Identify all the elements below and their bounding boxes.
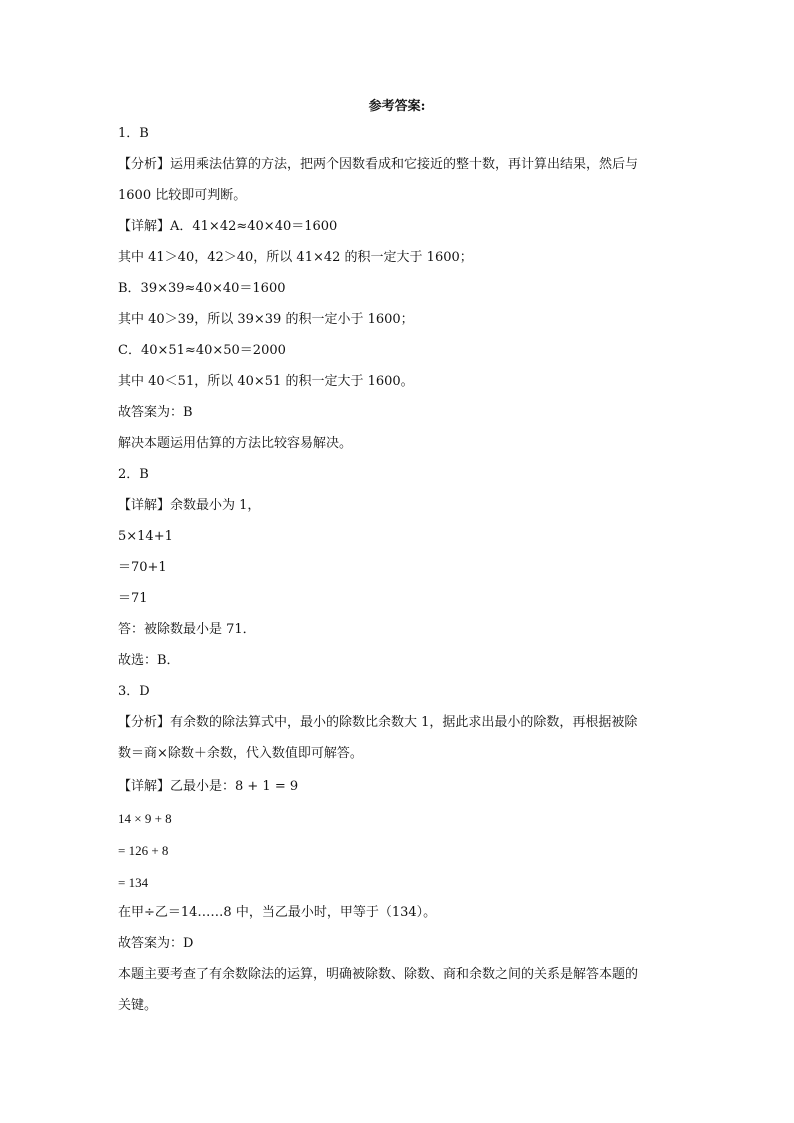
q2-calc-1: 5×14+1: [118, 529, 173, 544]
q2-response: 答：被除数最小是 71．: [118, 622, 256, 637]
q2-detail: 【详解】余数最小为 1，: [118, 498, 261, 513]
q2-calc-3: ＝71: [118, 591, 148, 606]
q1-answer: 1．B: [118, 126, 149, 141]
q1-summary: 解决本题运用估算的方法比较容易解决。: [118, 436, 353, 451]
q3-analysis-line2: 数＝商×除数＋余数，代入数值即可解答。: [118, 746, 363, 761]
q3-calc-2: = 126 + 8: [118, 843, 169, 858]
q1-detail-b-reason: 其中 40＞39，所以 39×39 的积一定小于 1600；: [118, 312, 414, 327]
q1-conclusion: 故答案为：B: [118, 405, 193, 420]
q1-analysis-line2: 1600 比较即可判断。: [118, 188, 247, 203]
q3-conclusion: 故答案为：D: [118, 936, 194, 951]
q3-calc-3: = 134: [118, 875, 149, 890]
q2-calc-2: ＝70+1: [118, 560, 167, 575]
q1-detail-a-reason: 其中 41＞40，42＞40，所以 41×42 的积一定大于 1600；: [118, 250, 473, 265]
q3-answer: 3．D: [118, 684, 150, 699]
q1-detail-c-reason: 其中 40＜51，所以 40×51 的积一定大于 1600。: [118, 374, 414, 389]
answer-key-title: 参考答案:: [368, 99, 426, 114]
q3-detail: 【详解】乙最小是：8 + 1 = 9: [118, 779, 299, 794]
q3-analysis-line1: 【分析】有余数的除法算式中，最小的除数比余数大 1，据此求出最小的除数，再根据被除: [118, 715, 638, 730]
q3-calc-1: 14 × 9 + 8: [118, 811, 172, 826]
q2-answer: 2．B: [118, 467, 149, 482]
q1-detail-c: C．40×51≈40×50＝2000: [118, 343, 286, 358]
q3-summary-line1: 本题主要考查了有余数除法的运算，明确被除数、除数、商和余数之间的关系是解答本题的: [118, 967, 639, 982]
q3-statement: 在甲÷乙＝14……8 中，当乙最小时，甲等于（134）。: [118, 905, 437, 920]
q2-conclusion: 故选：B．: [118, 653, 180, 668]
q1-analysis-line1: 【分析】运用乘法估算的方法，把两个因数看成和它接近的整十数，再计算出结果，然后与: [118, 157, 639, 172]
q3-summary-line2: 关键。: [118, 998, 158, 1013]
q1-detail-b: B．39×39≈40×40＝1600: [118, 281, 286, 296]
q1-detail-a: 【详解】A．41×42≈40×40＝1600: [118, 219, 338, 234]
